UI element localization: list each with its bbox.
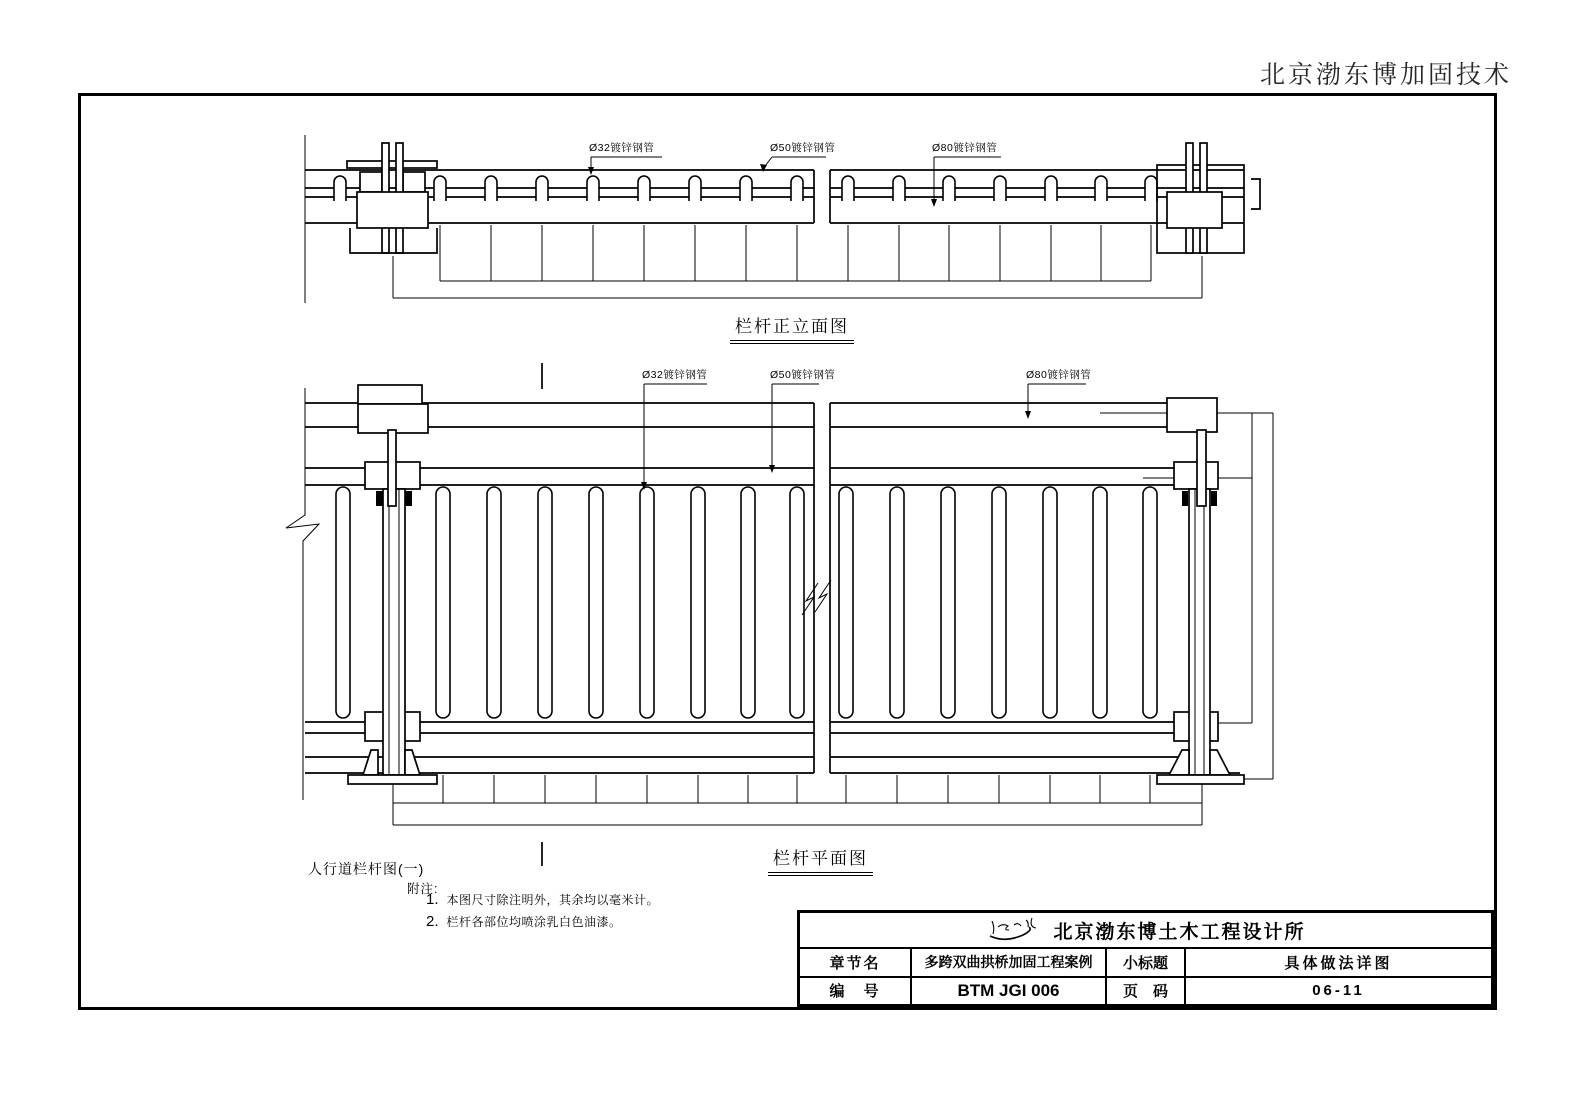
subtitle-label: 小标题 bbox=[1107, 949, 1186, 976]
plan-pipe50-label: Ø50镀锌钢管 bbox=[770, 369, 836, 381]
title-block-company-row bbox=[800, 913, 1491, 949]
number-value: BTM JGI 006 bbox=[912, 978, 1107, 1005]
company-logo bbox=[985, 916, 1043, 944]
elevation-left-post bbox=[347, 143, 437, 253]
plan-extension-lines bbox=[443, 775, 1150, 803]
note-1-text: 本图尺寸除注明外，其余均以毫米计。 bbox=[446, 893, 660, 907]
elevation-pipe50-label: Ø50镀锌钢管 bbox=[770, 142, 836, 154]
plan-balusters bbox=[336, 487, 1157, 718]
plan-right-post bbox=[1157, 398, 1244, 784]
chapter-label: 章节名 bbox=[800, 949, 912, 976]
elevation-pipe32-label: Ø32镀锌钢管 bbox=[589, 142, 655, 154]
elevation-right-post bbox=[1157, 143, 1260, 253]
figure-caption: 人行道栏杆图(一) bbox=[308, 861, 425, 877]
page-value: 06-11 bbox=[1312, 982, 1365, 1000]
elevation-extension-lines bbox=[440, 225, 1151, 281]
title-block bbox=[797, 910, 1494, 1007]
note-item-1 bbox=[426, 891, 659, 908]
company-name: 北京渤东博土木工程设计所 bbox=[1053, 921, 1306, 943]
elevation-linework bbox=[305, 135, 1260, 303]
notes-heading: 附注: bbox=[407, 882, 439, 896]
plan-title: 栏杆平面图 bbox=[768, 844, 873, 876]
title-block-row-2 bbox=[800, 978, 1491, 1005]
plan-pipe32-label: Ø32镀锌钢管 bbox=[642, 369, 708, 381]
subtitle-value: 具体做法详图 bbox=[1284, 954, 1393, 972]
elevation-pipe80-label: Ø80镀锌钢管 bbox=[932, 142, 998, 154]
plan-pipe80-label: Ø80镀锌钢管 bbox=[1026, 369, 1092, 381]
note-2-number: 2. bbox=[426, 913, 439, 930]
page-label: 页 码 bbox=[1107, 978, 1186, 1005]
plan-left-post bbox=[348, 385, 437, 784]
note-1-number: 1. bbox=[426, 891, 439, 908]
title-block-row-1 bbox=[800, 949, 1491, 978]
chapter-value: 多跨双曲拱桥加固工程案例 bbox=[912, 949, 1107, 976]
header-brand: 北京渤东博加固技术 bbox=[1260, 62, 1513, 89]
note-2-text: 栏杆各部位均喷涂乳白色油漆。 bbox=[446, 915, 622, 929]
number-label: 编 号 bbox=[800, 978, 912, 1005]
elevation-title: 栏杆正立面图 bbox=[730, 312, 854, 344]
plan-linework bbox=[286, 363, 1273, 866]
note-item-2 bbox=[426, 913, 622, 930]
